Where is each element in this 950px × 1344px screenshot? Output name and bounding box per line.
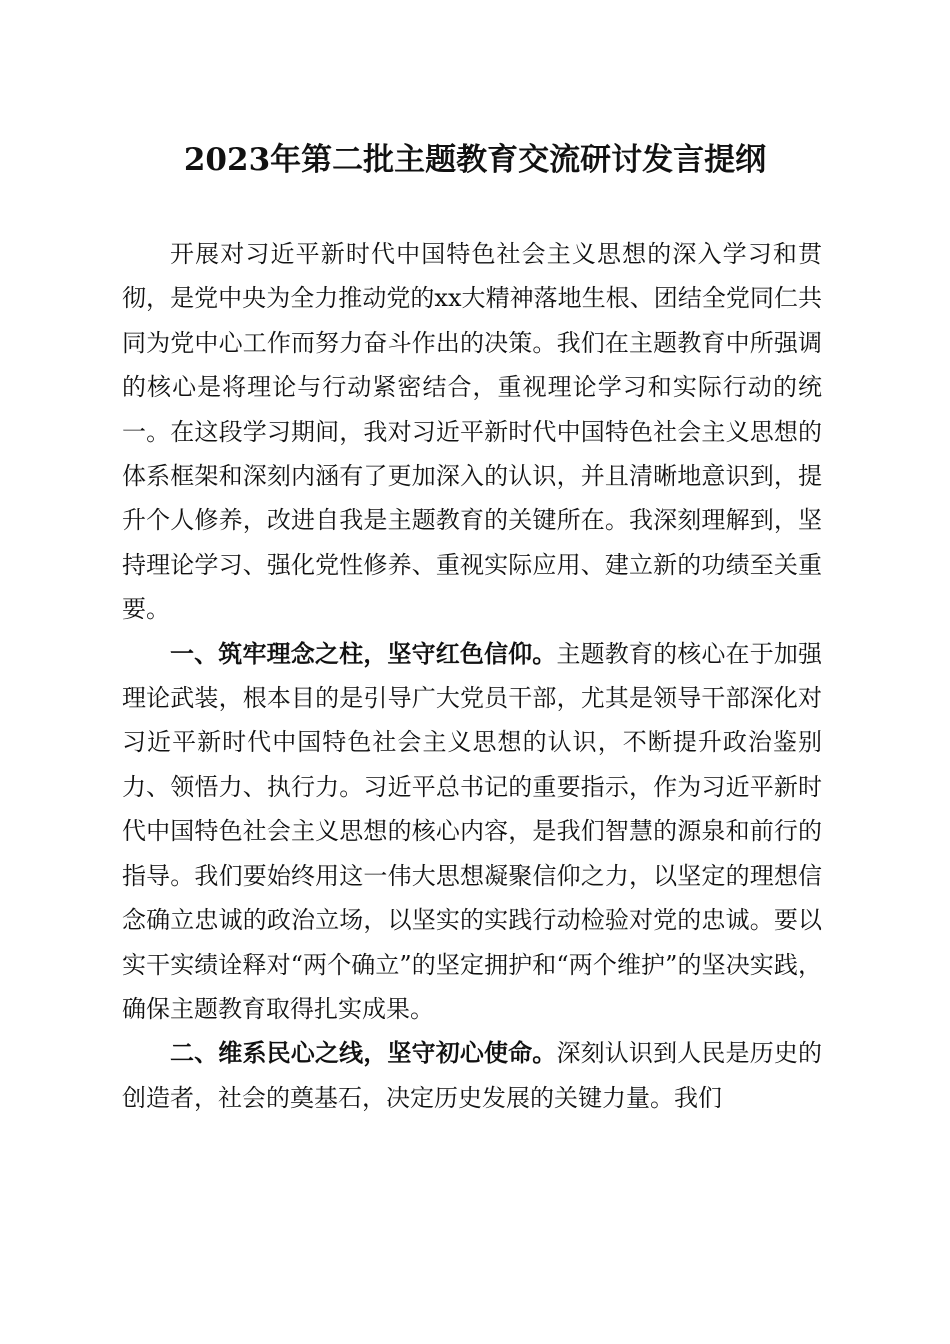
paragraph-text: 主题教育的核心在于加强理论武装，根本目的是引导广大党员干部，尤其是领导干部深化对习近平新时代中国特色社会主义思想的认识，不断提升政治鉴别力、领悟力、执行力。习近平总书记的重要指示，作为习近平新时代中国特色社会主义思想的核心内容，是我们智慧的源泉和前行的指导。我们要始终用这一伟大思想凝聚信仰之力，以坚定的理想信念确立忠诚的政治立场，以坚实的实践行动检验对党的忠诚。要以实干实绩诠释对“两个确立”的坚定拥护和“两个维护”的坚决实践，确保主题教育取得扎实成果。 [122, 639, 823, 1023]
document-title: 2023年第二批主题教育交流研讨发言提纲 [183, 142, 767, 178]
paragraph-section-2 [122, 1031, 822, 1120]
paragraph-section-1 [122, 632, 822, 1032]
paragraph-text: 深刻认识到人民是历史的创造者，社会的奠基石，决定历史发展的关键力量。我们 [122, 1039, 823, 1112]
paragraph-intro [122, 232, 822, 632]
section-heading: 二、维系民心之线，坚守初心使命。 [170, 1038, 557, 1068]
document-body [122, 232, 822, 1120]
section-heading: 一、筑牢理念之柱，坚守红色信仰。 [170, 638, 557, 668]
paragraph-text: 开展对习近平新时代中国特色社会主义思想的深入学习和贯彻，是党中央为全力推动党的xx大精神落地生根、团结全党同仁共同为党中心工作而努力奋斗作出的决策。我们在主题教育中所强调的核心是将理论与行动紧密结合，重视理论学习和实际行动的统一。在这段学习期间，我对习近平新时代中国特色社会主义思想的体系框架和深刻内涵有了更加深入的认识，并且清晰地意识到，提升个人修养，改进自我是主题教育的关键所在。我深刻理解到，坚持理论学习、强化党性修养、重视实际应用、建立新的功绩至关重要。 [122, 240, 822, 624]
